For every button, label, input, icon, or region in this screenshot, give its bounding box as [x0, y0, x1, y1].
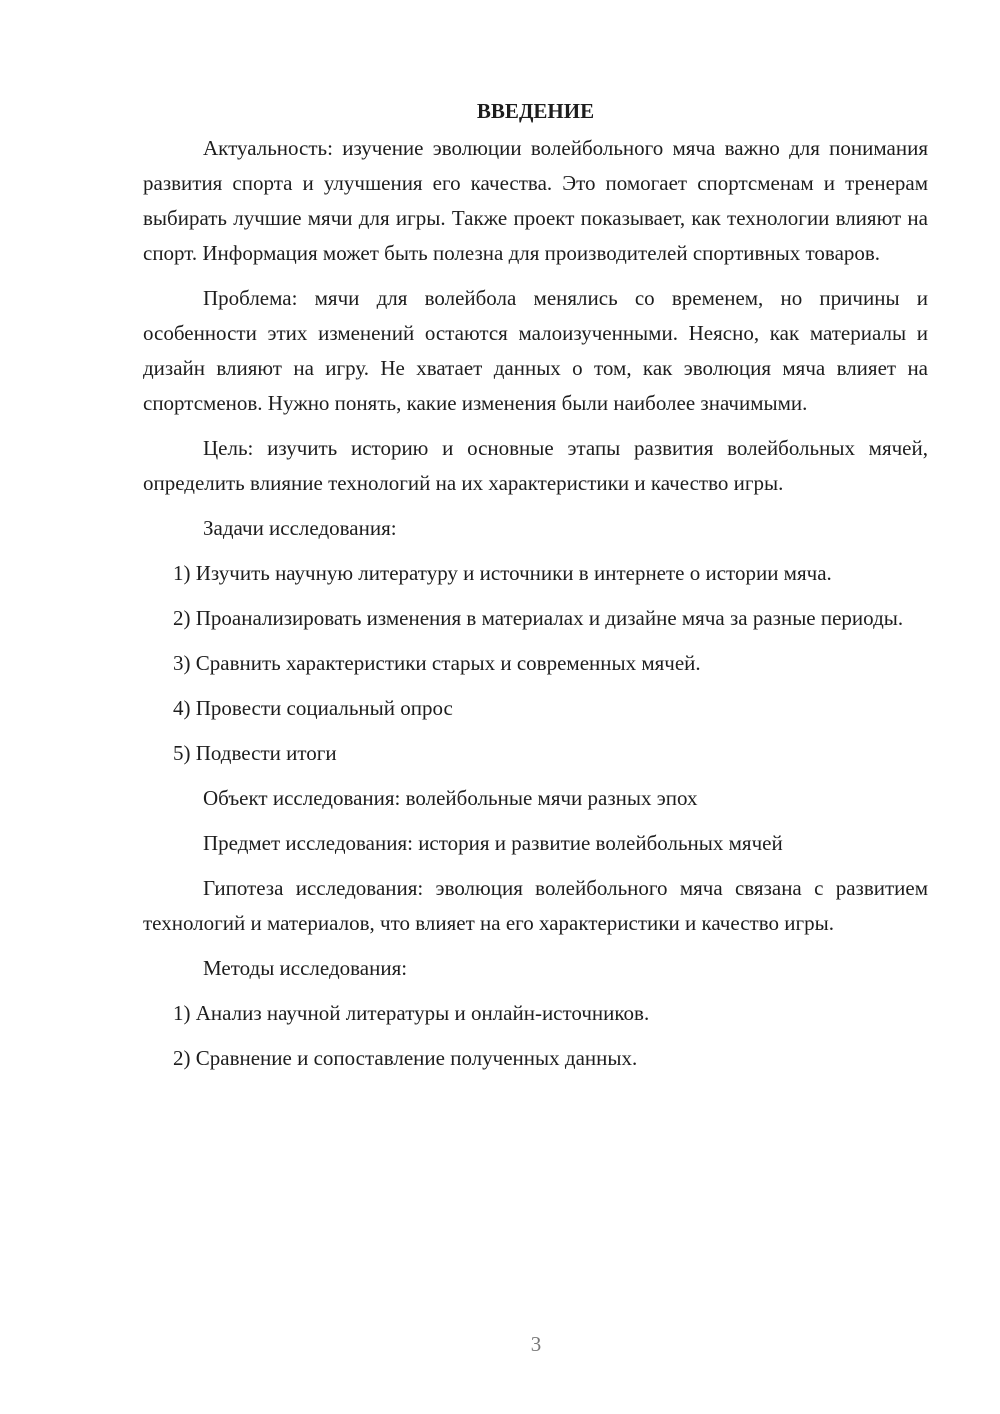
paragraph-subject: Предмет исследования: история и развитие волейбольных мячей: [203, 831, 783, 855]
section-title: ВВЕДЕНИЕ: [476, 99, 595, 123]
paragraph-object: Объект исследования: волейбольные мячи разных эпох: [203, 786, 698, 810]
paragraph-goal: Цель: изучить историю и основные этапы развития волейбольных мячей, определить влияние технологий на их характеристики и качество игры.: [143, 436, 928, 495]
paragraph-problem: Проблема: мячи для волейбола менялись со временем, но причины и особенности этих изменений остаются малоизученными. Неясно, как материалы и дизайн влияют на игру. Не хватает данных о том, как эволюция мяча влияет на спортсменов. Нужно понять, какие изменения были наиболее значимыми.: [143, 286, 928, 415]
paragraph-relevance: Актуальность: изучение эволюции волейбольного мяча важно для понимания развития спорта и улучшения его качества. Это помогает спортсменам и тренерам выбирать лучшие мячи для игры. Также проект показывает, как технологии влияют на спорт. Информация может быть полезна для производителей спортивных товаров.: [143, 136, 928, 265]
tasks-heading: Задачи исследования:: [203, 516, 397, 540]
page-number: 3: [530, 1332, 542, 1356]
document-page: [143, 95, 928, 1086]
task-item-2: 2) Проанализировать изменения в материалах и дизайне мяча за разные периоды.: [173, 606, 904, 630]
task-item-5: 5) Подвести итоги: [173, 741, 337, 765]
task-item-3: 3) Сравнить характеристики старых и современных мячей.: [173, 651, 701, 675]
method-item-2: 2) Сравнение и сопоставление полученных данных.: [173, 1046, 638, 1070]
method-item-1: 1) Анализ научной литературы и онлайн-источников.: [173, 1001, 650, 1025]
task-item-1: 1) Изучить научную литературу и источники в интернете о истории мяча.: [173, 561, 832, 585]
paragraph-hypothesis: Гипотеза исследования: эволюция волейбольного мяча связана с развитием технологий и материалов, что влияет на его характеристики и качество игры.: [143, 876, 928, 935]
task-item-4: 4) Провести социальный опрос: [173, 696, 453, 720]
methods-heading: Методы исследования:: [203, 956, 408, 980]
